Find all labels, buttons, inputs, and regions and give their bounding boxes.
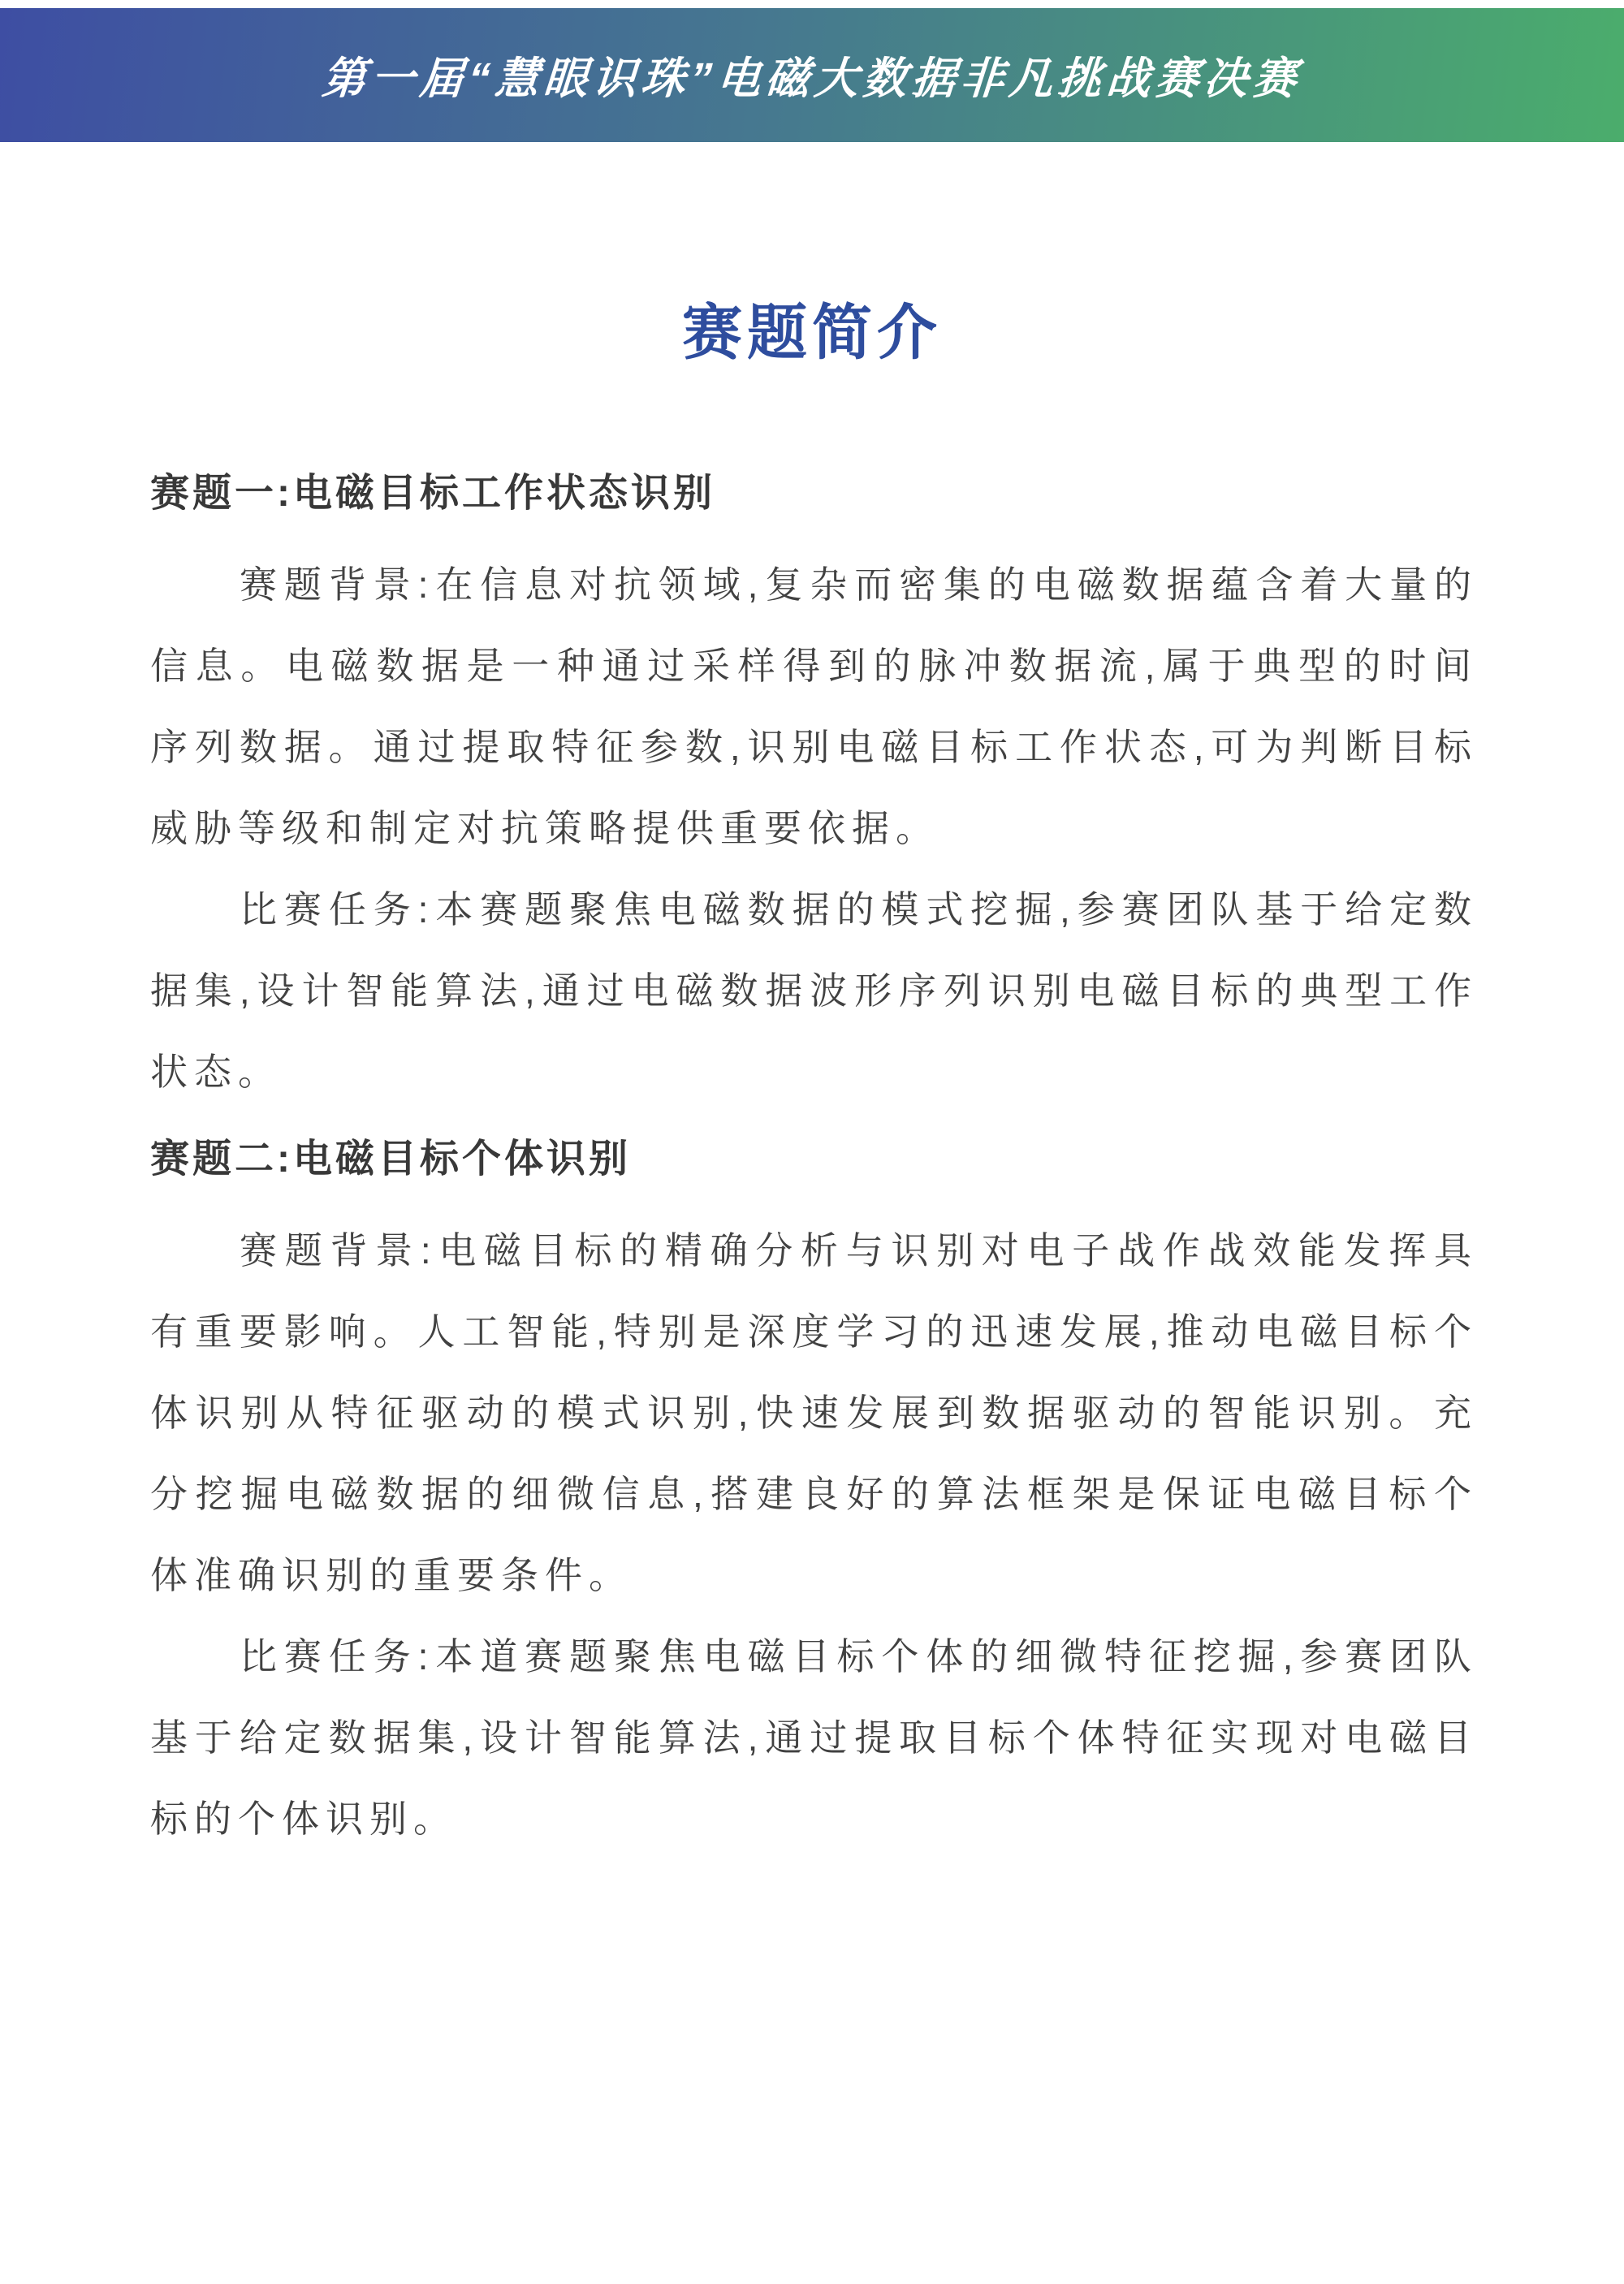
section-2-heading: 赛题二:电磁目标个体识别 [150,1138,631,1181]
content-column [150,471,1478,1859]
banner-title: 第一届“慧眼识珠”电磁大数据非凡挑战赛决赛 [320,54,1303,103]
section-1-paragraph-background: 赛题背景:在信息对抗领域,复杂而密集的电磁数据蕴含着大量的信息。电磁数据是一种通过采样得到的脉冲数据流,属于典型的时间序列数据。通过提取特征参数,识别电磁目标工作状态,可为判断目标威胁等级和制定对抗策略提供重要依据。 [150,563,1478,849]
section-1-paragraph-task: 比赛任务:本赛题聚焦电磁数据的模式挖掘,参赛团队基于给定数据集,设计智能算法,通过电磁数据波形序列识别电磁目标的典型工作状态。 [150,888,1478,1093]
section-1-heading: 赛题一:电磁目标工作状态识别 [150,472,715,515]
section-2-paragraph-background: 赛题背景:电磁目标的精确分析与识别对电子战作战效能发挥具有重要影响。人工智能,特别是深度学习的迅速发展,推动电磁目标个体识别从特征驱动的模式识别,快速发展到数据驱动的智能识别。充分挖掘电磁数据的细微信息,搭建良好的算法框架是保证电磁目标个体准确识别的重要条件。 [150,1229,1478,1596]
section-2-paragraph-task: 比赛任务:本道赛题聚焦电磁目标个体的细微特征挖掘,参赛团队基于给定数据集,设计智能算法,通过提取目标个体特征实现对电磁目标的个体识别。 [150,1635,1478,1840]
page-title: 赛题简介 [682,299,942,366]
header-banner [0,8,1624,142]
